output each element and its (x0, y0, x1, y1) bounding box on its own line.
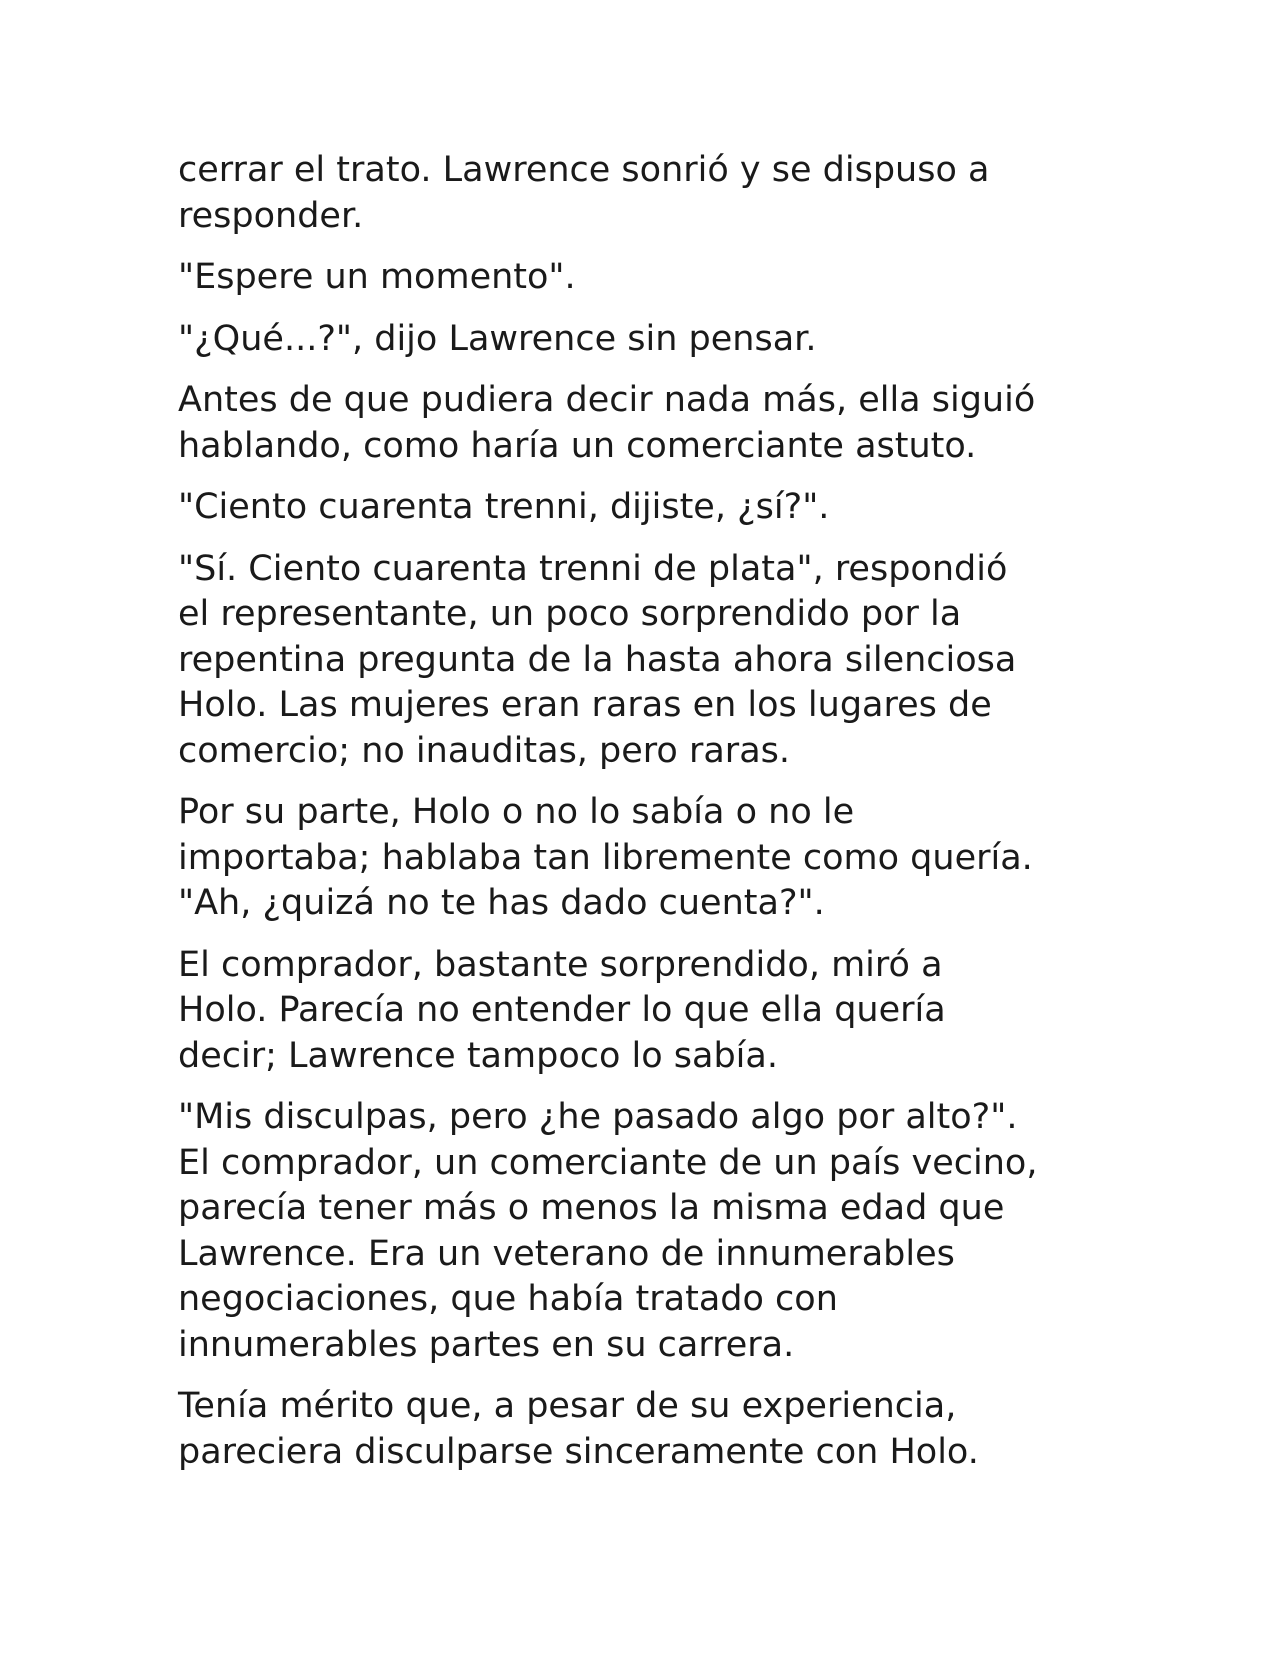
paragraph: "Sí. Ciento cuarenta trenni de plata", respondió el representante, un poco sorprendido por la repentina pregunta de la hasta ahora silenciosa Holo. Las mujeres eran raras en los lugares de comercio; no inauditas, pero raras. (178, 548, 1017, 771)
paragraph: Tenía mérito que, a pesar de su experiencia, pareciera disculparse sinceramente con Holo. (178, 1386, 979, 1472)
paragraph: El comprador, bastante sorprendido, miró a Holo. Parecía no entender lo que ella quería decir; Lawrence tampoco lo sabía. (178, 944, 946, 1076)
paragraph: Por su parte, Holo o no lo sabía o no le importaba; hablaba tan libremente como quería. "Ah, ¿quizá no te has dado cuenta?". (178, 792, 1033, 923)
paragraph: "Espere un momento". (178, 257, 576, 297)
paragraph: cerrar el trato. Lawrence sonrió y se dispuso a responder. (178, 150, 990, 236)
paragraph: "Mis disculpas, pero ¿he pasado algo por alto?". El comprador, un comerciante de un país vecino, parecía tener más o menos la misma edad que Lawrence. Era un veterano de innumerables negociaciones, que había tratado con innumerables partes en su carrera. (178, 1097, 1038, 1365)
document-page (178, 148, 1108, 1491)
paragraph: Antes de que pudiera decir nada más, ella siguió hablando, como haría un comerciante astuto. (178, 380, 1036, 466)
paragraph: "Ciento cuarenta trenni, dijiste, ¿sí?". (178, 487, 830, 527)
paragraph: "¿Qué...?", dijo Lawrence sin pensar. (178, 318, 817, 359)
